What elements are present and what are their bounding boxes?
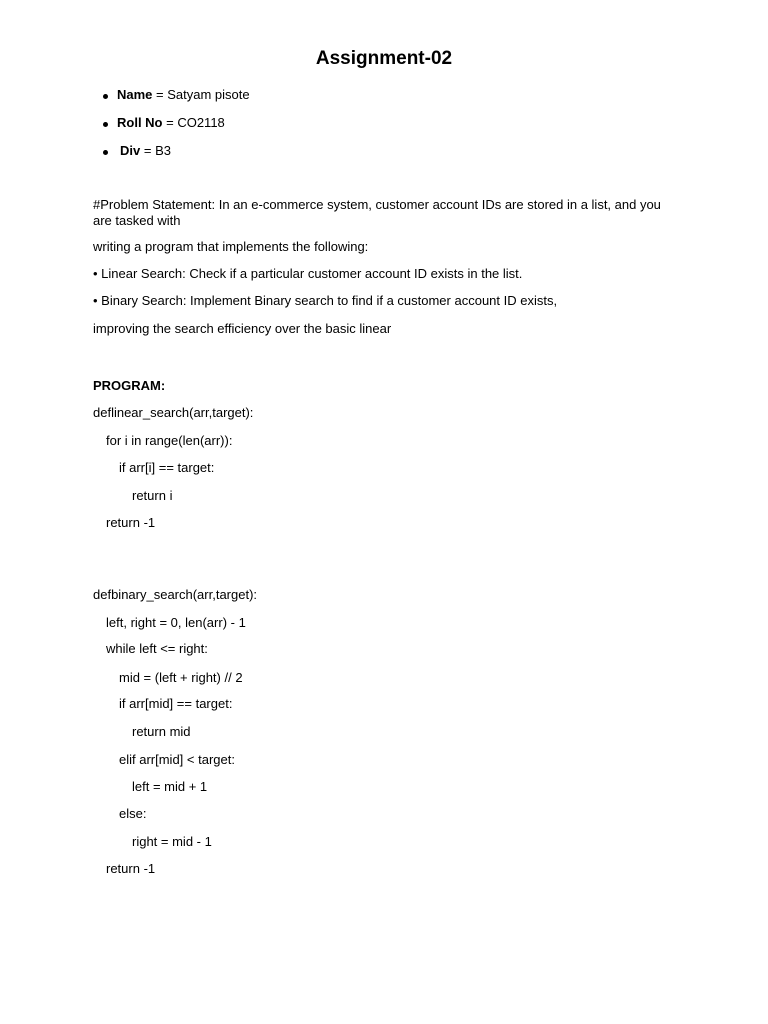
code-line: else: <box>119 806 147 821</box>
code-line: return i <box>132 488 173 503</box>
info-roll-no <box>117 115 225 131</box>
problem-statement-line-2: writing a program that implements the following: <box>93 239 369 254</box>
info-div-label: Div <box>120 143 141 158</box>
code-line: return mid <box>132 724 191 739</box>
code-line: if arr[i] == target: <box>119 460 215 475</box>
code-line: while left <= right: <box>106 641 208 656</box>
code-line: defbinary_search(arr,target): <box>93 587 258 602</box>
info-name-separator: = <box>152 87 168 102</box>
bullet-icon <box>103 122 108 127</box>
code-line: elif arr[mid] < target: <box>119 752 235 767</box>
info-name <box>117 87 250 103</box>
info-name-label: Name <box>117 87 153 102</box>
info-roll-label: Roll No <box>117 115 163 130</box>
info-div-value: B3 <box>155 143 171 158</box>
problem-statement-line-3: • Linear Search: Check if a particular customer account ID exists in the list. <box>93 266 523 281</box>
code-line: return -1 <box>106 861 156 876</box>
code-line: left, right = 0, len(arr) - 1 <box>106 615 246 630</box>
info-roll-separator: = <box>162 115 178 130</box>
info-div-separator: = <box>140 143 156 158</box>
code-line: for i in range(len(arr)): <box>106 433 233 448</box>
program-heading: PROGRAM: <box>93 378 166 393</box>
problem-statement-line-4: • Binary Search: Implement Binary search to find if a customer account ID exists, <box>93 293 558 308</box>
problem-statement-line-5: improving the search efficiency over the basic linear <box>93 321 392 336</box>
code-line: return -1 <box>106 515 156 530</box>
code-line: mid = (left + right) // 2 <box>119 670 243 685</box>
bullet-icon <box>103 150 108 155</box>
code-line: if arr[mid] == target: <box>119 696 233 711</box>
code-line: deflinear_search(arr,target): <box>93 405 254 420</box>
info-roll-value: CO2118 <box>177 115 225 130</box>
info-div <box>120 143 171 159</box>
problem-statement-line-1: #Problem Statement: In an e-commerce system, customer account IDs are stored in a list, and you are tasked with <box>93 197 661 228</box>
code-line: left = mid + 1 <box>132 779 208 794</box>
bullet-icon <box>103 94 108 99</box>
info-name-value: Satyam pisote <box>167 87 250 102</box>
document-title: Assignment-02 <box>315 48 453 69</box>
code-line: right = mid - 1 <box>132 834 212 849</box>
